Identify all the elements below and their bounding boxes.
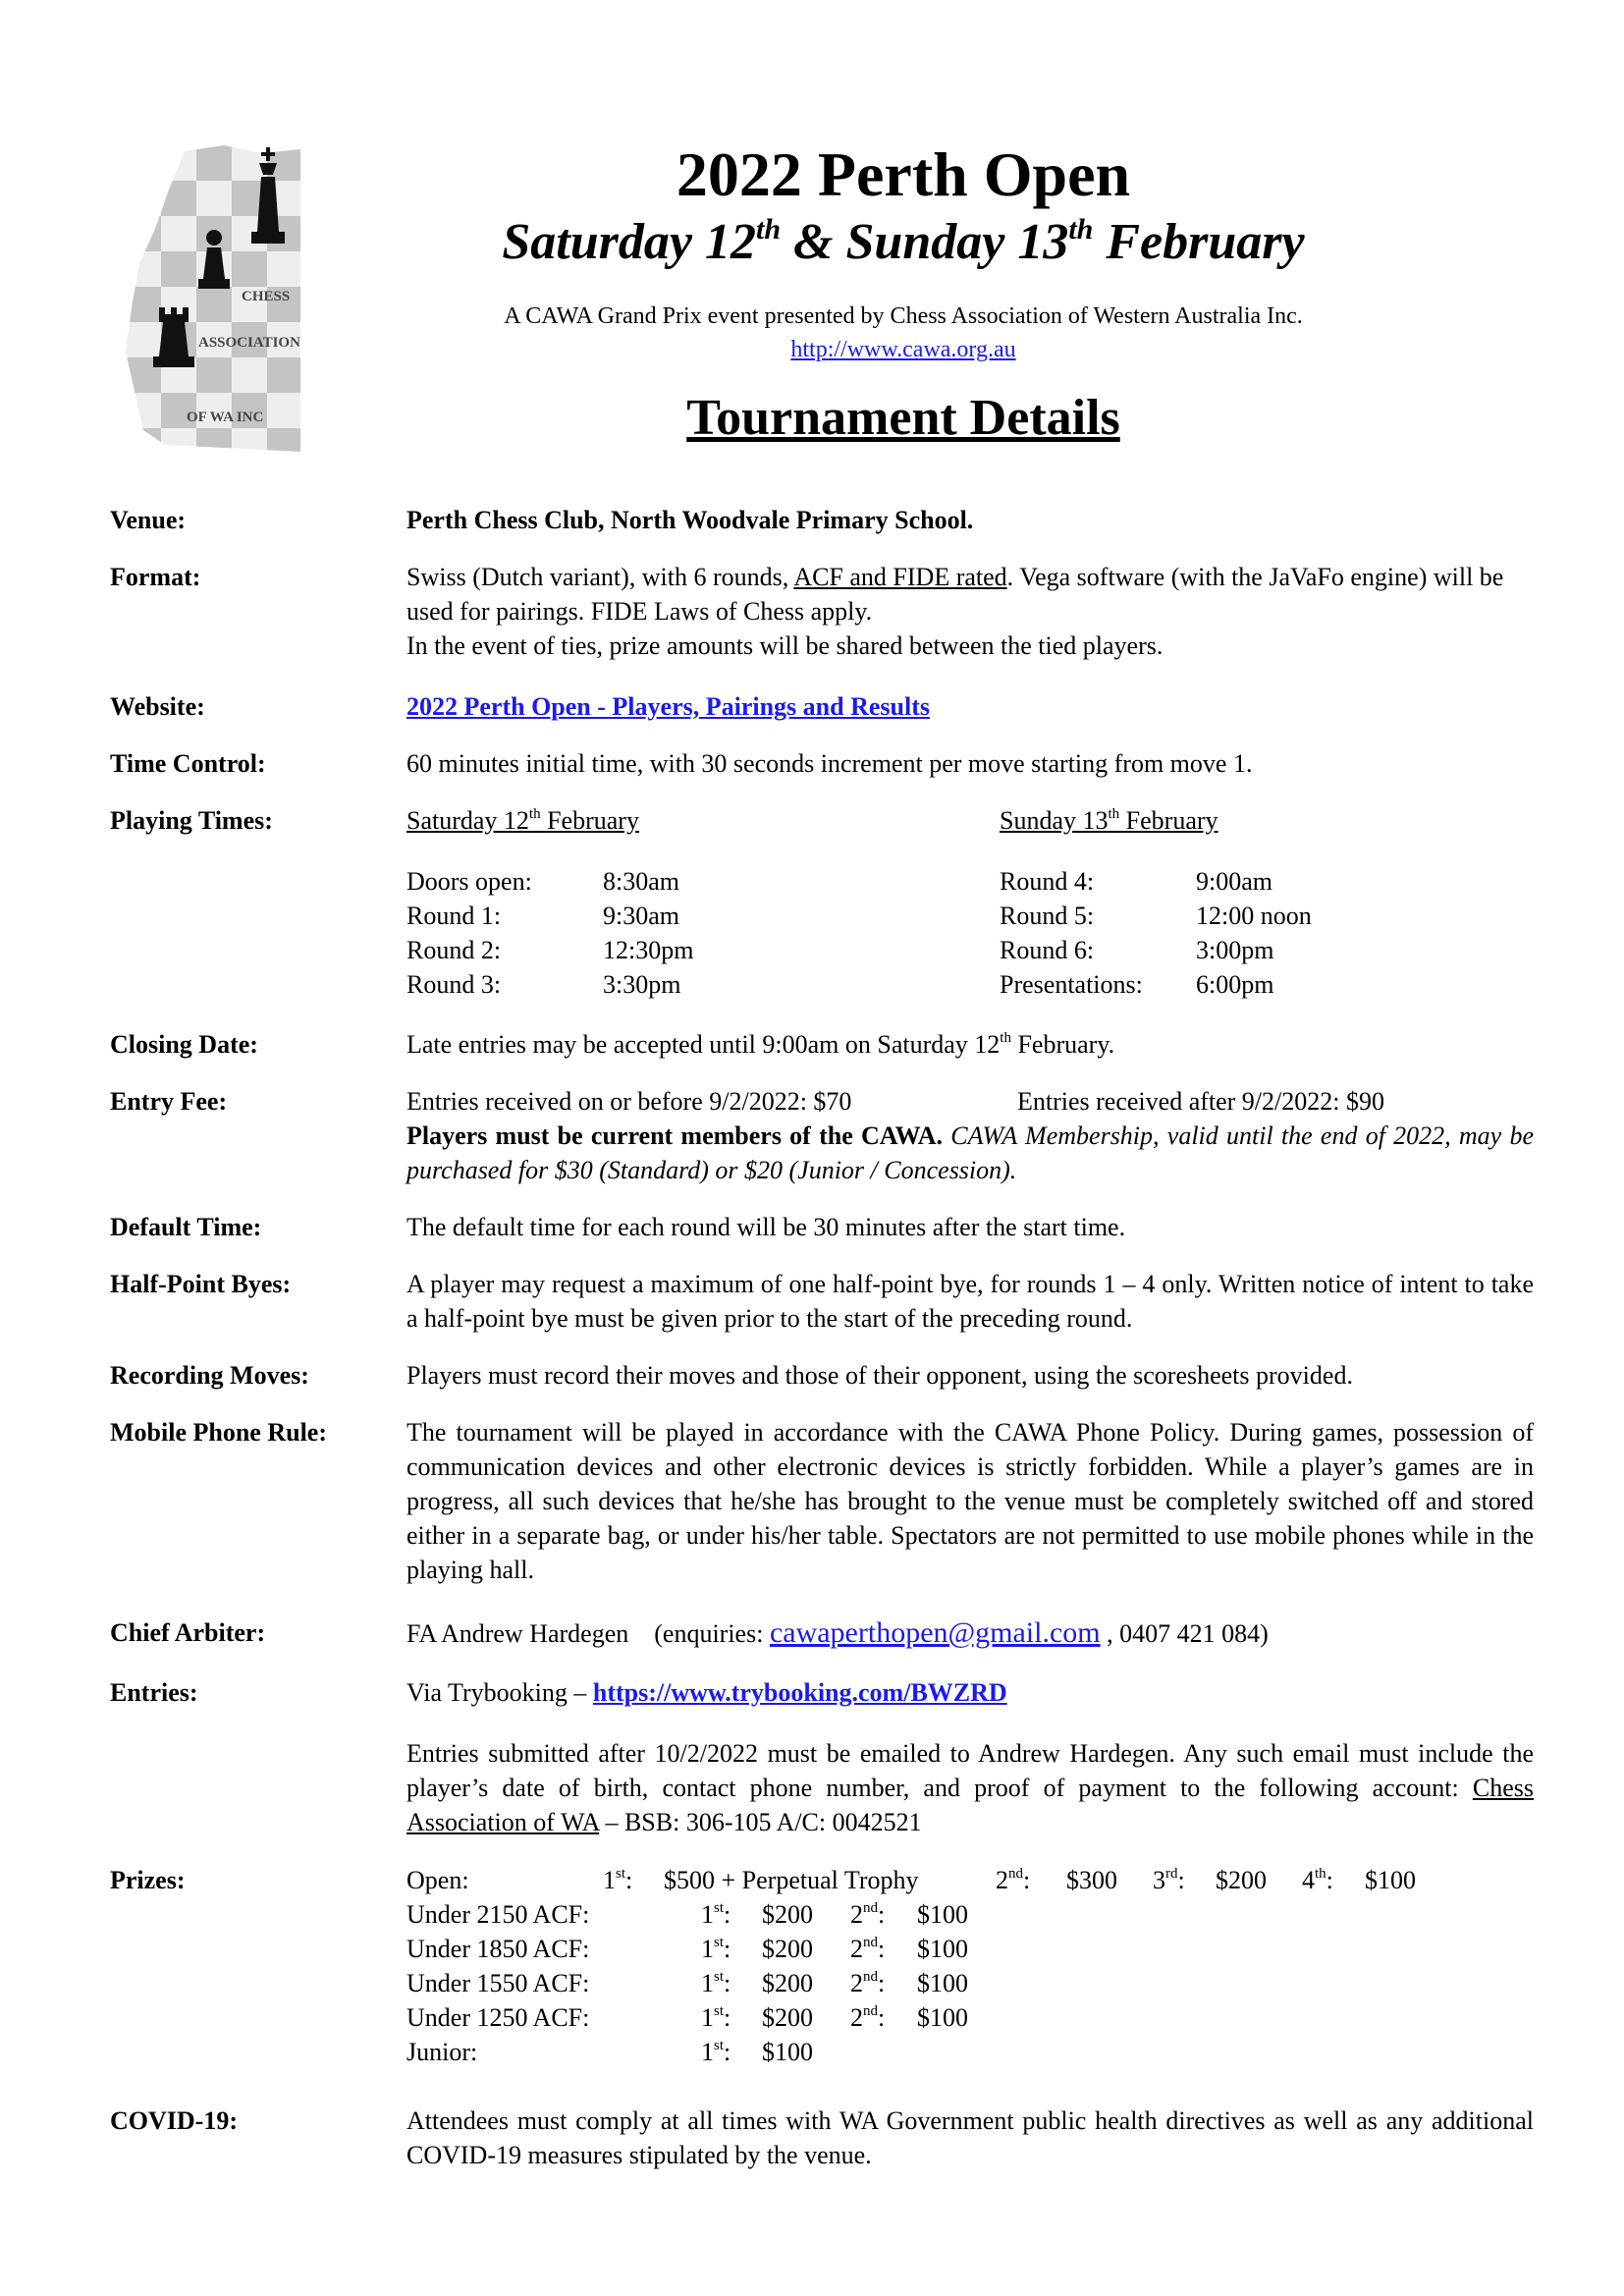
rated-text: ACF and FIDE rated [793, 563, 1007, 591]
default-time-label: Default Time: [110, 1213, 262, 1241]
byes-label: Half-Point Byes: [110, 1270, 292, 1298]
time-control-value: 60 minutes initial time, with 30 seconds increment per move starting from move 1. [406, 749, 1253, 778]
entry-fee-before: Entries received on or before 9/2/2022: $70 [406, 1087, 852, 1116]
sunday-event-names: Round 4: Round 5: Round 6: Presentations: [1000, 867, 1143, 999]
format-value: Swiss (Dutch variant), with 6 rounds, ACF and FIDE rated. Vega software (with the JaVaFo engine) will be used for pairings. FIDE Laws of Chess apply. In the event of ties, prize amounts will be shared between the tied players. [406, 563, 1504, 660]
trybooking-link[interactable]: https://www.trybooking.com/BWZRD [592, 1678, 1007, 1707]
closing-date-value: Late entries may be accepted until 9:00am on Saturday 12th February. [406, 1030, 1115, 1059]
entries-label: Entries: [110, 1678, 198, 1707]
byes-value: A player may request a maximum of one half-point bye, for rounds 1 – 4 only. Written notice of intent to take a half-point bye must be given prior to the start of the preceding round. [406, 1270, 1534, 1333]
playing-times-label: Playing Times: [110, 806, 273, 835]
arbiter-email-link[interactable]: cawaperthopen@gmail.com [769, 1616, 1101, 1649]
arbiter-value: FA Andrew Hardegen (enquiries: cawaperthopen@gmail.com , 0407 421 084) [406, 1616, 1269, 1649]
saturday-event-times: 8:30am 9:30am 12:30pm 3:30pm [603, 867, 694, 999]
covid-label: COVID-19: [110, 2106, 238, 2135]
section-heading: Tournament Details [686, 390, 1120, 446]
recording-value: Players must record their moves and those of their opponent, using the scoresheets provided. [406, 1361, 1353, 1390]
prizes-label: Prizes: [110, 1866, 186, 1894]
format-label: Format: [110, 563, 201, 591]
default-time-value: The default time for each round will be 30 minutes after the start time. [406, 1213, 1126, 1241]
entry-fee-after: Entries received after 9/2/2022: $90 [1017, 1087, 1384, 1116]
saturday-event-names: Doors open: Round 1: Round 2: Round 3: [406, 867, 532, 999]
recording-label: Recording Moves: [110, 1361, 309, 1390]
time-control-label: Time Control: [110, 749, 266, 778]
phone-rule-value: The tournament will be played in accordance with the CAWA Phone Policy. During games, possession of communication devices and other electronic devices is strictly forbidden. While a player’s games are in progress, all such devices that he/she has brought to the venue must be completely switched off and stored either in a separate bag, or under his/her table. Spectators are not permitted to use mobile phones while in the playing hall. [406, 1418, 1534, 1584]
membership-note: Players must be current members of the CAWA. CAWA Membership, valid until the end of 2022, may be purchased for $30 (Standard) or $20 (Junior / Concession). [406, 1121, 1535, 1184]
cawa-logo [126, 145, 302, 452]
presented-by: A CAWA Grand Prix event presented by Chess Association of Western Australia Inc. [504, 303, 1303, 329]
logo-text-association: ASSOCIATION [198, 335, 300, 351]
arbiter-label: Chief Arbiter: [110, 1618, 266, 1647]
late-entries-note: Entries submitted after 10/2/2022 must be emailed to Andrew Hardegen. Any such email must include the player’s date of birth, contact phone number, and proof of payment to the following account: Chess Association of WA – BSB: 306-105 A/C: 0042521 [406, 1739, 1534, 1836]
closing-date-label: Closing Date: [110, 1030, 258, 1059]
venue-value: Perth Chess Club, North Woodvale Primary School. [406, 506, 974, 534]
phone-rule-label: Mobile Phone Rule: [110, 1418, 327, 1447]
saturday-heading: Saturday 12th February [406, 806, 639, 835]
entry-fee-label: Entry Fee: [110, 1087, 228, 1116]
venue-label: Venue: [110, 506, 187, 534]
logo-text-of-wa: OF WA INC [187, 410, 264, 425]
entries-via: Via Trybooking – [406, 1678, 593, 1707]
results-website-link[interactable]: 2022 Perth Open - Players, Pairings and Results [406, 692, 930, 721]
logo-text-chess: CHESS [242, 289, 291, 304]
account-name: Chess Association of WA [406, 1774, 1534, 1836]
website-label: Website: [110, 692, 205, 721]
sunday-heading: Sunday 13th February [1000, 806, 1218, 835]
sunday-event-times: 9:00am 12:00 noon 3:00pm 6:00pm [1196, 867, 1312, 999]
cawa-website-link[interactable]: http://www.cawa.org.au [790, 337, 1016, 362]
page-title: 2022 Perth Open [676, 139, 1131, 209]
covid-value: Attendees must comply at all times with WA Government public health directives as well as any additional COVID-19 measures stipulated by the venue. [406, 2106, 1534, 2169]
event-dates: Saturday 12th & Sunday 13th February [502, 213, 1305, 270]
